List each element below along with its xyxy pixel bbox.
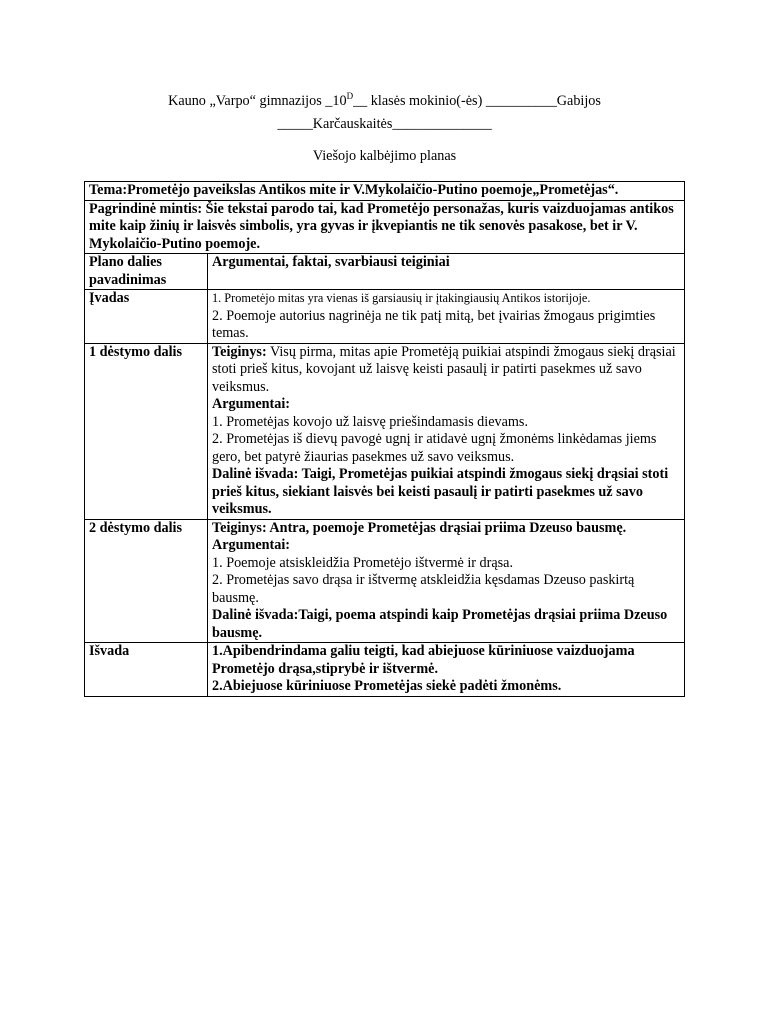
- speech-plan-table: [84, 181, 685, 697]
- table-row-body-1: [85, 343, 685, 519]
- header-line-1: [84, 93, 685, 110]
- body-1-args-label: Argumentai:: [212, 396, 291, 412]
- body-1-arg-1: 1. Prometėjas kovojo už laisvę priešindamasis dievams.: [212, 413, 529, 430]
- intro-line-2: 2. Poemoje autorius nagrinėja ne tik patį mitą, bet įvairias žmogaus prigimties temas.: [212, 307, 656, 341]
- body-1-claim-label: Teiginys:: [212, 343, 267, 360]
- header-line-1-post: __ klasės mokinio(-ės) __________Gabijos: [353, 93, 601, 109]
- body-1-content: [208, 343, 685, 519]
- column-header-arguments: Argumentai, faktai, svarbiausi teiginiai: [208, 254, 685, 290]
- table-row-body-2: [85, 519, 685, 643]
- intro-label: Įvadas: [85, 290, 208, 344]
- body-2-conclusion: Dalinė išvada:Taigi, poema atspindi kaip Prometėjas drąsiai priima Dzeuso bausmę.: [212, 607, 668, 641]
- intro-line-1: 1. Prometėjo mitas yra vienas iš garsiausių ir įtakingiausių Antikos istorijoje.: [212, 291, 591, 305]
- conclusion-line-2: 2.Abiejuose kūriniuose Prometėjas siekė padėti žmonėms.: [212, 678, 562, 694]
- intro-content: [208, 290, 685, 344]
- column-header-part: Plano dalies pavadinimas: [85, 254, 208, 290]
- main-idea-cell: Pagrindinė mintis: Šie tekstai parodo tai, kad Prometėjo personažas, kuris vaizduojamas antikos mite kaip žinių ir laisvės simbolis, yra gyvas ir įkvepiantis ne tik senovės pasakose, bet ir V. Mykolaičio-Putino poemoje.: [85, 200, 685, 254]
- table-row-intro: [85, 290, 685, 344]
- body-1-claim-text: Visų pirma, mitas apie Prometėją puikiai atspindi žmogaus siekį drąsiai stoti prieš kitus, kovojant už laisvę keisti pasaulį ir patirti pasekmes už savo veiksmus.: [212, 343, 676, 395]
- body-2-label: 2 dėstymo dalis: [85, 519, 208, 643]
- conclusion-content: [208, 643, 685, 697]
- body-2-claim: Teiginys: Antra, poemoje Prometėjas drąsiai priima Dzeuso bausmę.: [212, 519, 627, 536]
- body-2-arg-1: 1. Poemoje atsiskleidžia Prometėjo ištvermė ir drąsa.: [212, 554, 514, 571]
- document-title: Viešojo kalbėjimo planas: [312, 148, 457, 164]
- topic-cell: Tema:Prometėjo paveikslas Antikos mite ir V.Mykolaičio-Putino poemoje„Prometėjas“.: [85, 182, 685, 201]
- table-row-headers: [85, 254, 685, 290]
- table-row-main-idea: [85, 200, 685, 254]
- body-1-conclusion: Dalinė išvada: Taigi, Prometėjas puikiai atspindi žmogaus siekį drąsiai stoti prieš kitus, siekiant laisvės bei keisti pasaulį ir patirti pasekmes už savo veiksmus.: [212, 466, 669, 517]
- body-1-arg-2: 2. Prometėjas iš dievų pavogė ugnį ir atidavė ugnį žmonėms linkėdamas jiems gero, bet patyrė žiaurias pasekmes už savo veiksmus.: [212, 431, 657, 465]
- body-1-label: 1 dėstymo dalis: [85, 343, 208, 519]
- conclusion-label: Išvada: [85, 643, 208, 697]
- class-letter-superscript: D: [346, 91, 354, 101]
- table-row-topic: [85, 182, 685, 201]
- body-1-claim: [212, 344, 680, 397]
- body-2-arg-2: 2. Prometėjas savo drąsa ir ištvermę atskleidžia kęsdamas Dzeuso paskirtą bausmę.: [212, 572, 635, 606]
- conclusion-line-1: 1.Apibendrindama galiu teigti, kad abiejuose kūriniuose vaizduojama Prometėjo drąsa,stiprybė ir ištvermė.: [212, 643, 635, 677]
- table-row-conclusion: [85, 643, 685, 697]
- header-line-2: _____Karčauskaitės______________: [277, 116, 492, 132]
- body-2-content: [208, 519, 685, 643]
- body-2-args-label: Argumentai:: [212, 537, 291, 553]
- header-line-1-pre: Kauno „Varpo“ gimnazijos _10: [168, 93, 347, 109]
